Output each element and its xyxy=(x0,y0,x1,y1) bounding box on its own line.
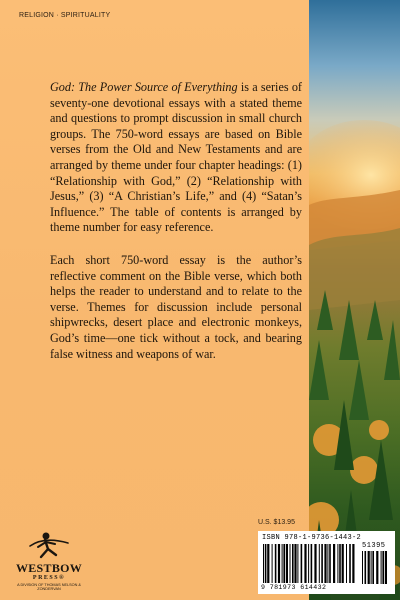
publisher-division: A DIVISION OF THOMAS NELSON & ZONDERVAN xyxy=(17,583,81,592)
publisher-logo xyxy=(10,530,88,598)
blurb-paragraph-1-text: is a series of seventy-one devotional essays with a stated theme and questions to prompt discussion in small church groups. The 750-word essays are based on Bible verses from the Old and New Testaments and are arranged by theme under four chapter headings: (1) “Relationship with God,” (2) “Relationship with Jesus,” (3) “A Christian’s Life,” and (4) “Satan’s Influence.” The table of contents is arranged by theme number for easy reference. xyxy=(50,80,302,235)
isbn-barcode xyxy=(258,531,395,594)
category-label: RELIGION · SPIRITUALITY xyxy=(19,12,111,19)
publisher-subname: PRESS® xyxy=(32,575,66,581)
publisher-name: WESTBOW xyxy=(15,561,83,575)
westbow-runner-logo-icon xyxy=(10,530,88,562)
barcode-addon-digits: 51395 xyxy=(362,542,386,550)
autumn-forest-photo xyxy=(309,0,400,600)
blurb-paragraph-2: Each short 750-word essay is the author’s reflective comment on the Bible verse, which both helps the reader to understand and to relate to the verse. Themes for discussion include personal shipwrecks, desert place and electronic monkeys, God’s time—one tick without a tock, and bearing false witness and weapons of war. xyxy=(50,252,302,361)
book-title-italic: God: The Power Source of Everything xyxy=(50,80,238,94)
blurb-paragraph-1 xyxy=(50,80,302,236)
description-blurb xyxy=(50,80,302,379)
barcode-digits: 9 781973 614432 xyxy=(261,584,327,591)
price-label: U.S. $13.95 xyxy=(258,519,295,526)
isbn-label: ISBN 978-1-9736-1443-2 xyxy=(262,534,362,542)
forest-illustration xyxy=(309,0,400,600)
